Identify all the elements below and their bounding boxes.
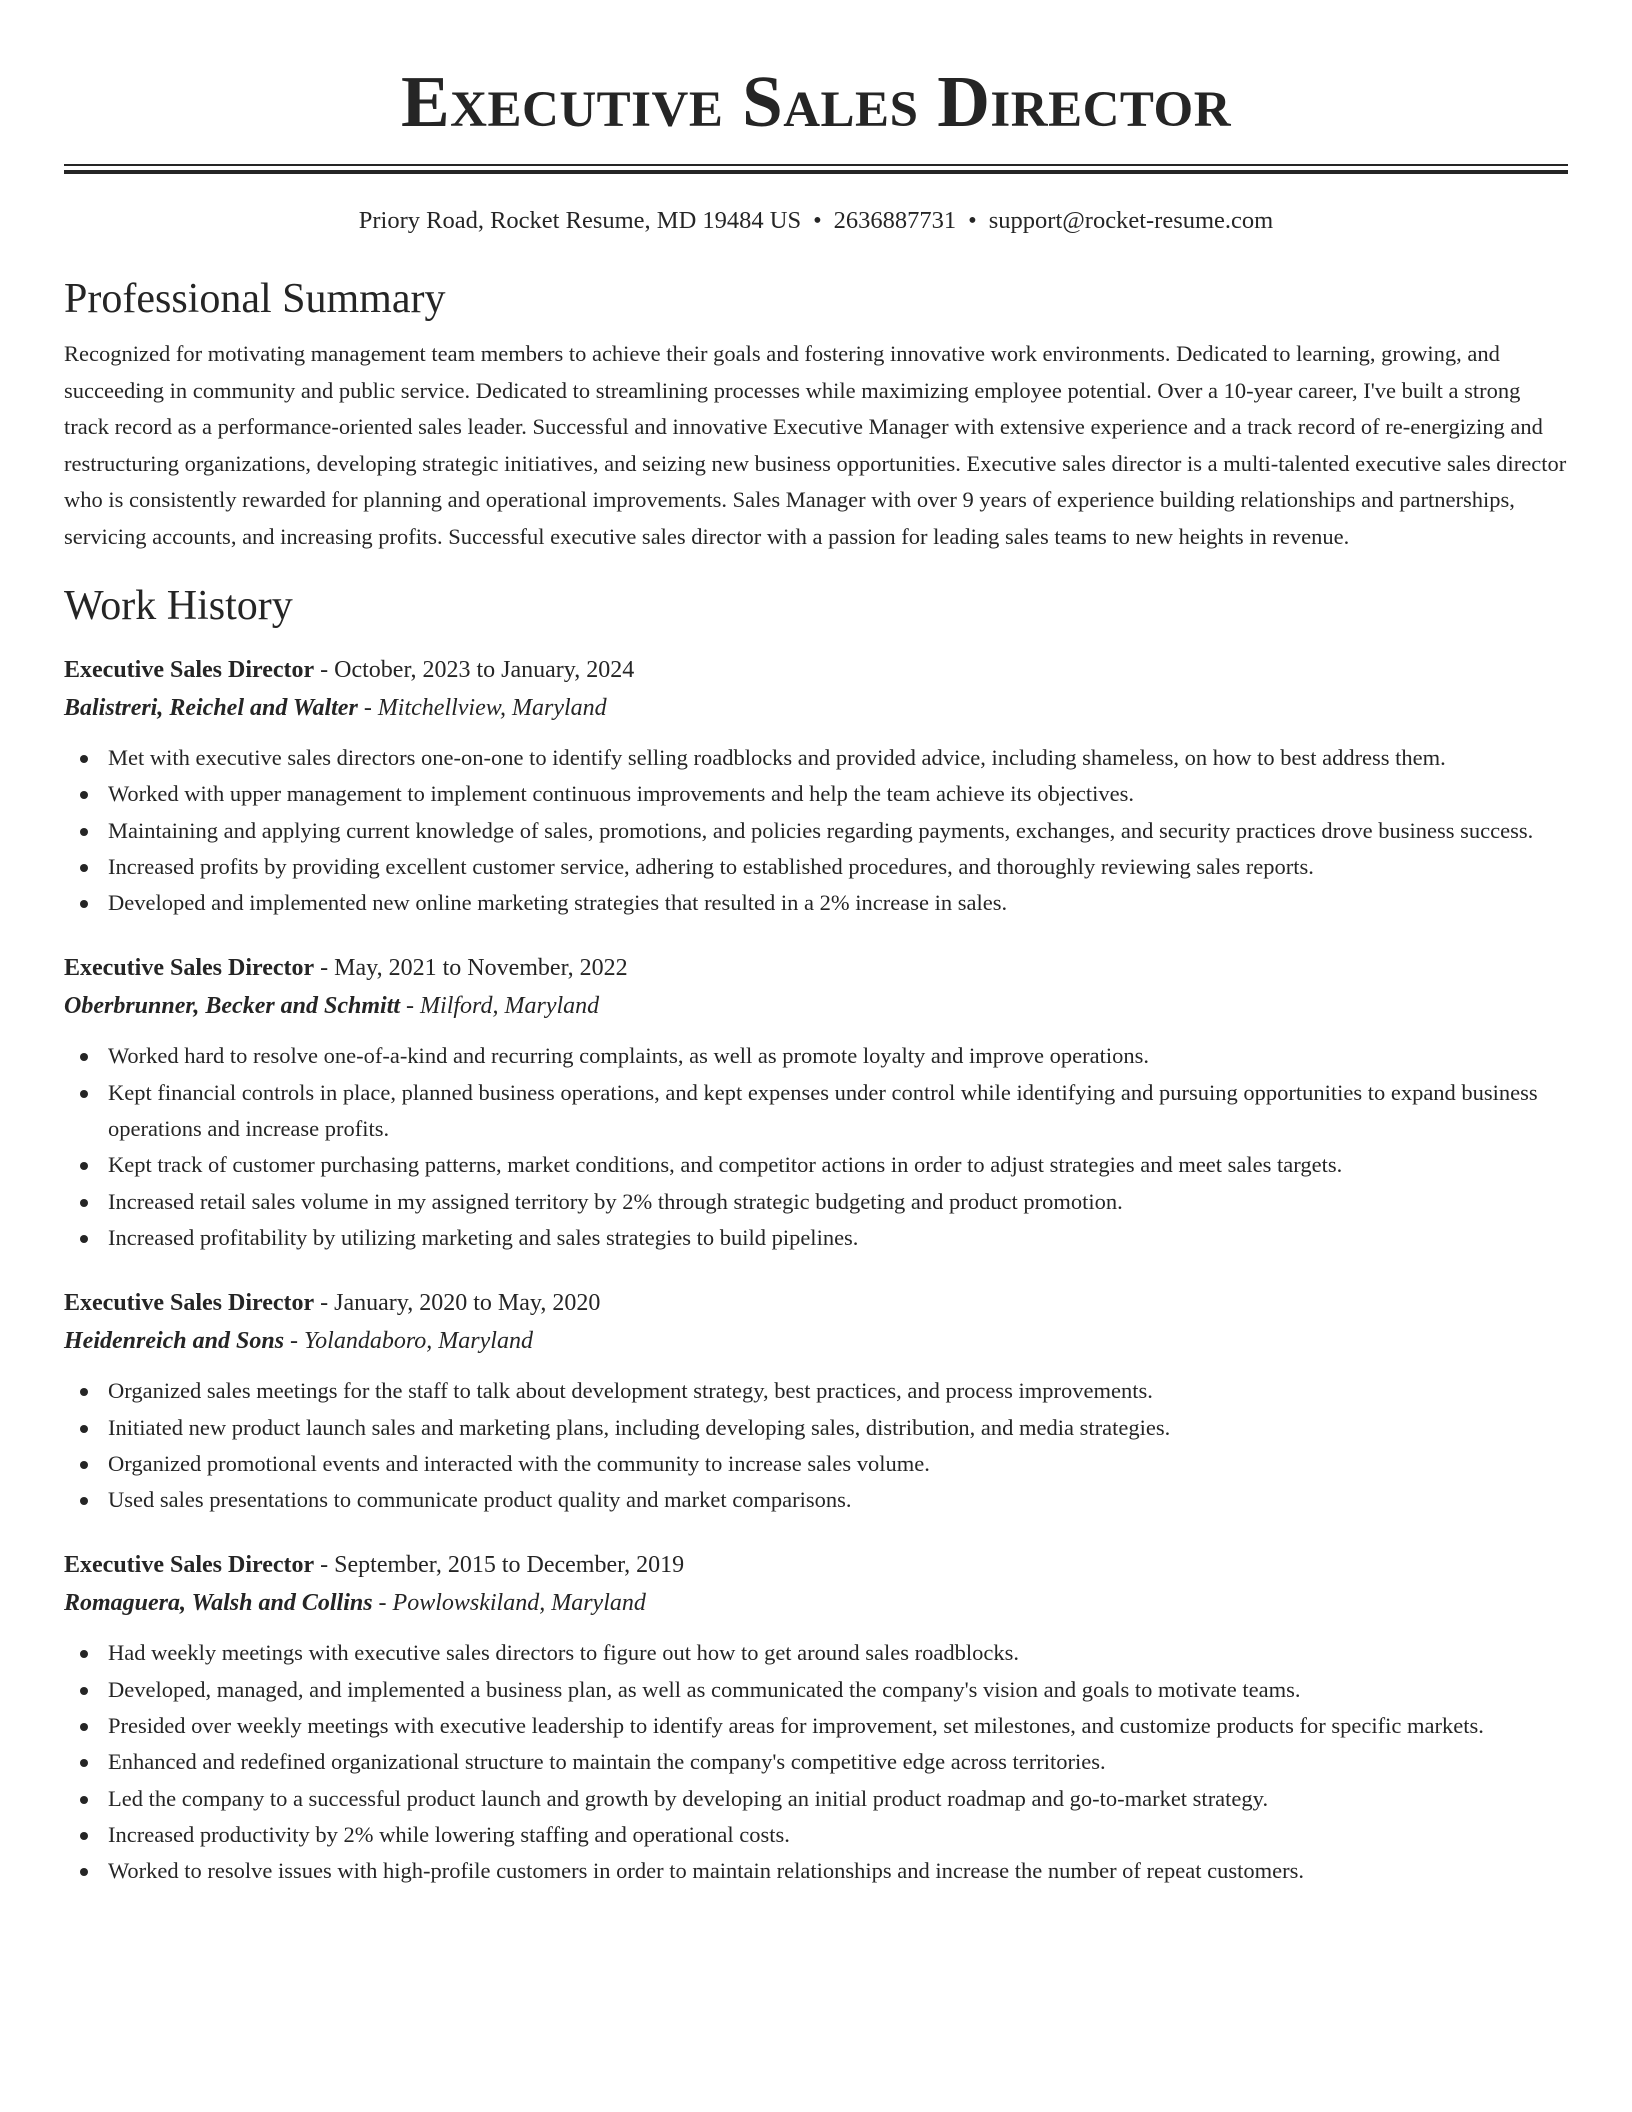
job-title-line (64, 651, 1568, 689)
job-title: Executive Sales Director (64, 657, 315, 683)
job-bullet: Led the company to a successful product launch and growth by developing an initial product roadmap and go-to-market strategy. (108, 1781, 1568, 1817)
job-bullet: Enhanced and redefined organizational structure to maintain the company's competitive edge across territories. (108, 1744, 1568, 1780)
resume-name-title: Executive Sales Director (400, 61, 1232, 142)
job-entry (64, 1284, 1568, 1518)
contact-separator: • (813, 207, 822, 234)
summary-heading: Professional Summary (64, 276, 446, 322)
job-bullet: Had weekly meetings with executive sales directors to figure out how to get around sales roadblocks. (108, 1635, 1568, 1671)
job-location: Milford, Maryland (420, 993, 600, 1020)
contact-phone: 2636887731 (833, 207, 957, 234)
job-dates: January, 2020 to May, 2020 (334, 1290, 601, 1317)
job-entry (64, 1546, 1568, 1889)
job-entry (64, 651, 1568, 921)
job-dates: September, 2015 to December, 2019 (334, 1552, 685, 1579)
job-location: Mitchellview, Maryland (377, 695, 607, 721)
job-bullet-list (64, 1635, 1568, 1889)
job-location: Yolandaboro, Maryland (304, 1328, 533, 1355)
job-company: Balistreri, Reichel and Walter (64, 695, 358, 721)
dash-separator: - (284, 1328, 305, 1355)
job-bullet: Increased productivity by 2% while lowering staffing and operational costs. (108, 1817, 1568, 1853)
job-bullet: Kept track of customer purchasing patterns, market conditions, and competitor actions in order to adjust strategies and meet sales targets. (108, 1147, 1568, 1183)
job-bullet: Met with executive sales directors one-on-one to identify selling roadblocks and provided advice, including shameless, on how to best address them. (108, 740, 1568, 776)
job-bullet: Worked hard to resolve one-of-a-kind and recurring complaints, as well as promote loyalty and improve operations. (108, 1038, 1568, 1074)
job-bullet: Increased profitability by utilizing marketing and sales strategies to build pipelines. (108, 1220, 1568, 1256)
job-title: Executive Sales Director (64, 1290, 315, 1317)
dash-separator: - (314, 1552, 335, 1579)
job-company-line (64, 1584, 1568, 1622)
dash-separator: - (314, 955, 335, 982)
dash-separator: - (372, 1590, 393, 1617)
job-bullet: Initiated new product launch sales and marketing plans, including developing sales, distribution, and media strategies. (108, 1410, 1568, 1446)
job-bullet: Organized sales meetings for the staff to talk about development strategy, best practices, and process improvements. (108, 1373, 1568, 1409)
job-bullet: Worked with upper management to implement continuous improvements and help the team achieve its objectives. (108, 776, 1568, 812)
job-dates: October, 2023 to January, 2024 (334, 657, 635, 683)
job-title-line (64, 949, 1568, 987)
summary-text: Recognized for motivating management team members to achieve their goals and fostering innovative work environments. Dedicated to learning, growing, and succeeding in community and public service. Dedicated to streamlining processes while maximizing employee potential. Over a 10-year career, I've built a strong track record as a performance-oriented sales leader. Successful and innovative Executive Manager with extensive experience and a track record of re-energizing and restructuring organizations, developing strategic initiatives, and seizing new business opportunities. Executive sales director is a multi-talented executive sales director who is consistently rewarded for planning and operational improvements. Sales Manager with over 9 years of experience building relationships and partnerships, servicing accounts, and increasing profits. Successful executive sales director with a passion for leading sales teams to new heights in revenue. (64, 341, 1567, 549)
job-bullet: Used sales presentations to communicate product quality and market comparisons. (108, 1482, 1568, 1518)
job-company: Romaguera, Walsh and Collins (64, 1590, 373, 1617)
job-bullet: Developed, managed, and implemented a business plan, as well as communicated the company's vision and goals to motivate teams. (108, 1672, 1568, 1708)
job-bullet: Increased retail sales volume in my assigned territory by 2% through strategic budgeting and product promotion. (108, 1184, 1568, 1220)
job-entry (64, 949, 1568, 1256)
contact-address: Priory Road, Rocket Resume, MD 19484 US (358, 207, 802, 234)
contact-line (64, 206, 1568, 236)
job-bullet: Worked to resolve issues with high-profile customers in order to maintain relationships and increase the number of repeat customers. (108, 1853, 1568, 1889)
job-title: Executive Sales Director (64, 955, 315, 982)
resume-page (64, 0, 1568, 1890)
job-company-line (64, 689, 1568, 727)
job-bullet-list (64, 1038, 1568, 1256)
job-bullet: Kept financial controls in place, planned business operations, and kept expenses under control while identifying and pursuing opportunities to expand business operations and increase profits. (108, 1075, 1568, 1148)
job-bullet: Maintaining and applying current knowledge of sales, promotions, and policies regarding payments, exchanges, and security practices drove business success. (108, 813, 1568, 849)
job-title-line (64, 1284, 1568, 1322)
job-dates: May, 2021 to November, 2022 (334, 955, 628, 982)
job-title-line (64, 1546, 1568, 1584)
job-bullet: Organized promotional events and interacted with the community to increase sales volume. (108, 1446, 1568, 1482)
dash-separator: - (314, 657, 335, 683)
job-bullet: Developed and implemented new online marketing strategies that resulted in a 2% increase in sales. (108, 885, 1568, 921)
job-bullet: Increased profits by providing excellent customer service, adhering to established procedures, and thoroughly reviewing sales reports. (108, 849, 1568, 885)
job-company: Oberbrunner, Becker and Schmitt (64, 993, 401, 1020)
contact-email: support@rocket-resume.com (988, 207, 1274, 234)
contact-separator: • (968, 207, 977, 234)
header-double-rule (64, 164, 1568, 174)
job-bullet-list (64, 1373, 1568, 1518)
job-title: Executive Sales Director (64, 1552, 315, 1579)
job-company-line (64, 987, 1568, 1025)
work-history-heading: Work History (64, 583, 293, 629)
job-bullet: Presided over weekly meetings with executive leadership to identify areas for improvement, set milestones, and customize products for specific markets. (108, 1708, 1568, 1744)
job-location: Powlowskiland, Maryland (392, 1590, 646, 1617)
dash-separator: - (357, 695, 378, 721)
job-company-line (64, 1322, 1568, 1360)
dash-separator: - (314, 1290, 335, 1317)
job-company: Heidenreich and Sons (64, 1328, 285, 1355)
job-bullet-list (64, 740, 1568, 921)
dash-separator: - (400, 993, 421, 1020)
